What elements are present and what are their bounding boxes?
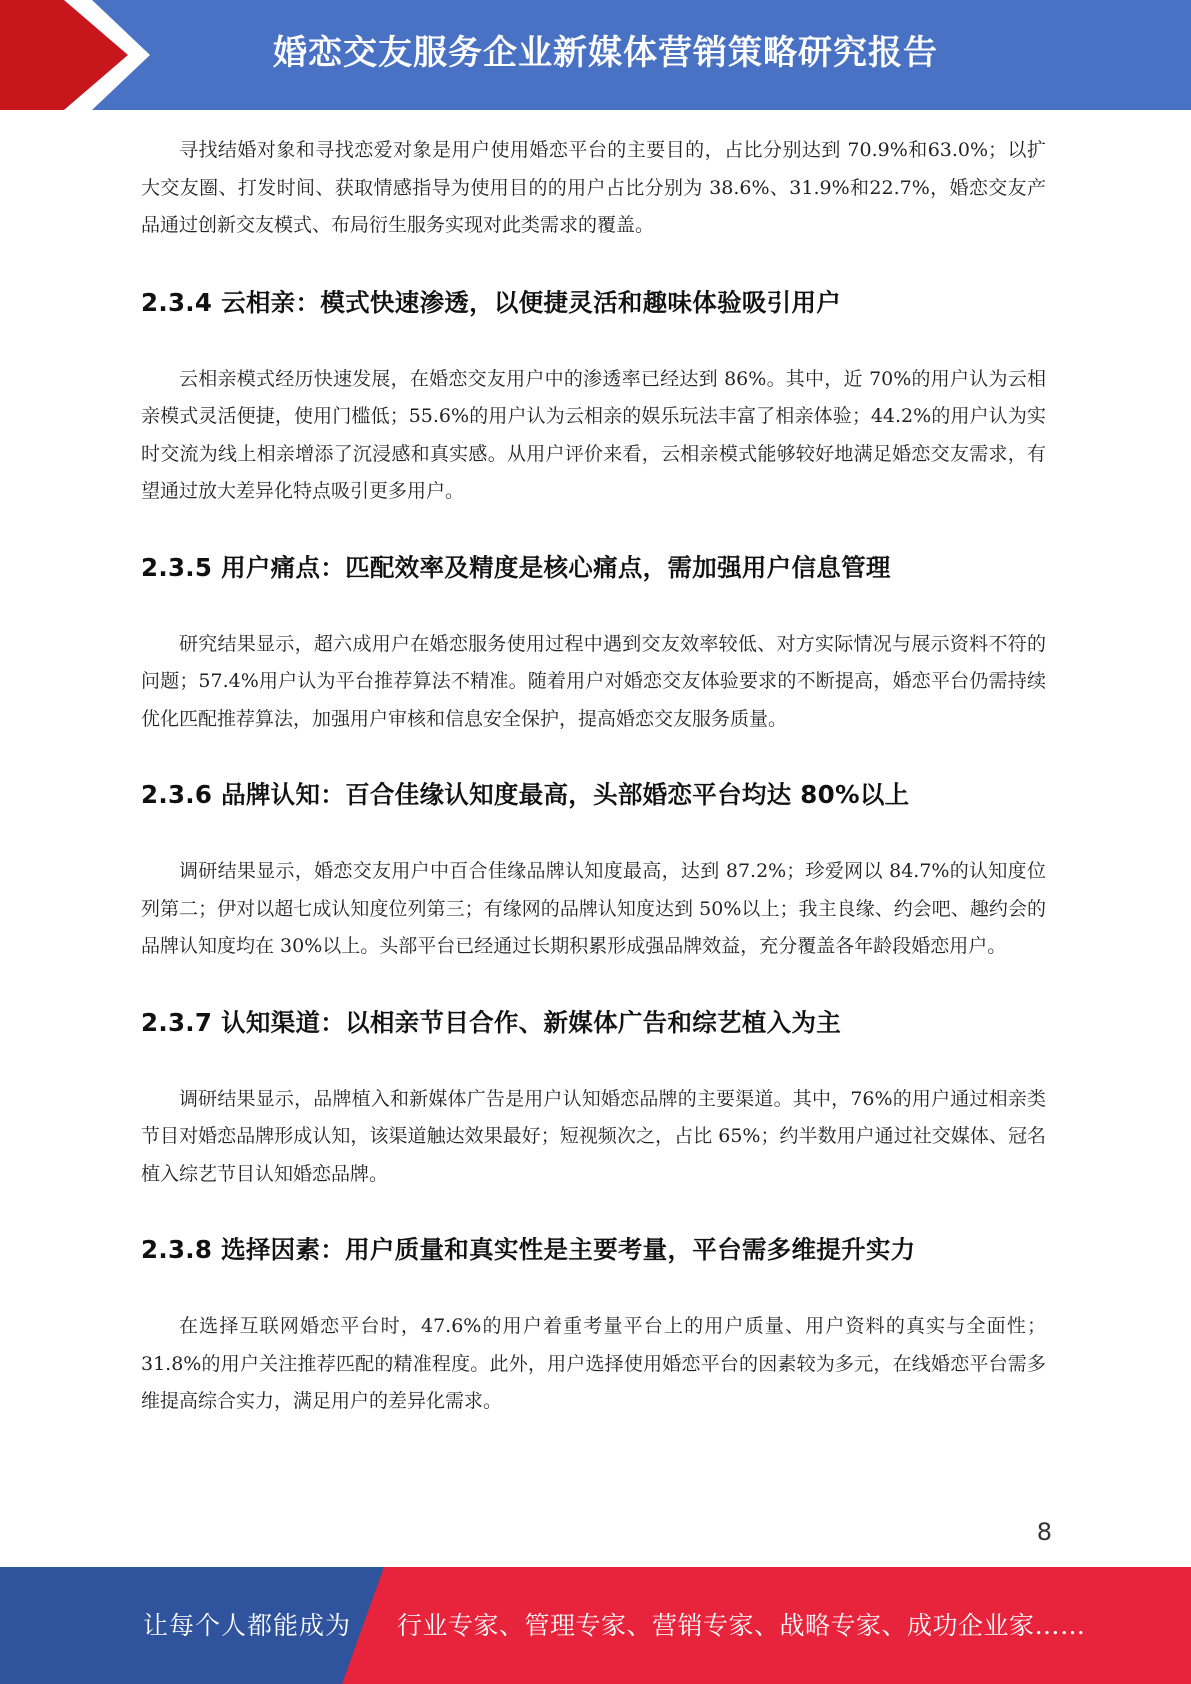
section-heading-2-3-7: 2.3.7 认知渠道：以相亲节目合作、新媒体广告和综艺植入为主 — [141, 1007, 842, 1037]
section-heading-2-3-6: 2.3.6 品牌认知：百合佳缘认知度最高，头部婚恋平台均达 80%以上 — [141, 780, 910, 809]
document-title: 婚恋交友服务企业新媒体营销策略研究报告 — [273, 33, 938, 73]
intro-paragraph: 寻找结婚对象和寻找恋爱对象是用户使用婚恋平台的主要目的，占比分别达到 70.9%和63.0%；以扩大交友圈、打发时间、获取情感指导为使用目的的用户占比分别为 38.6%、31.9%和22.7%，婚恋交友产品通过创新交友模式、布局衍生服务实现对此类需求的覆盖。 — [141, 139, 1046, 236]
section-paragraph-2-3-4: 云相亲模式经历快速发展，在婚恋交友用户中的渗透率已经达到 86%。其中，近 70%的用户认为云相亲模式灵活便捷，使用门槛低；55.6%的用户认为云相亲的娱乐玩法丰富了相亲体验；44.2%的用户认为实时交流为线上相亲增添了沉浸感和真实感。从用户评价来看，云相亲模式能够较好地满足婚恋交友需求，有望通过放大差异化特点吸引更多用户。 — [141, 367, 1046, 502]
section-paragraph-2-3-7: 调研结果显示，品牌植入和新媒体广告是用户认知婚恋品牌的主要渠道。其中，76%的用户通过相亲类节目对婚恋品牌形成认知，该渠道触达效果最好；短视频次之，占比 65%；约半数用户通过社交媒体、冠名植入综艺节目认知婚恋品牌。 — [141, 1087, 1046, 1185]
header-banner — [0, 0, 1191, 110]
footer-slogan-right: 行业专家、管理专家、营销专家、战略专家、成功企业家…… — [397, 1611, 1086, 1640]
page-number: 8 — [1036, 1518, 1052, 1546]
section-heading-2-3-8: 2.3.8 选择因素：用户质量和真实性是主要考量，平台需多维提升实力 — [141, 1235, 916, 1264]
section-paragraph-2-3-6: 调研结果显示，婚恋交友用户中百合佳缘品牌认知度最高，达到 87.2%；珍爱网以 84.7%的认知度位列第二；伊对以超七成认知度位列第三；有缘网的品牌认知度达到 50%以上；我主良缘、约会吧、趣约会的品牌认知度均在 30%以上。头部平台已经通过长期积累形成强品牌效益，充分覆盖各年龄段婚恋用户。 — [141, 860, 1046, 957]
content-body — [141, 132, 1046, 1421]
section-heading-2-3-5: 2.3.5 用户痛点：匹配效率及精度是核心痛点，需加强用户信息管理 — [141, 552, 891, 582]
section-heading-2-3-4: 2.3.4 云相亲：模式快速渗透，以便捷灵活和趣味体验吸引用户 — [141, 287, 842, 317]
footer-banner — [0, 1567, 1191, 1684]
section-paragraph-2-3-8: 在选择互联网婚恋平台时，47.6%的用户着重考量平台上的用户质量、用户资料的真实与全面性；31.8%的用户关注推荐匹配的精准程度。此外，用户选择使用婚恋平台的因素较为多元，在线婚恋平台需多维提高综合实力，满足用户的差异化需求。 — [141, 1315, 1046, 1412]
section-paragraph-2-3-5: 研究结果显示，超六成用户在婚恋服务使用过程中遇到交友效率较低、对方实际情况与展示资料不符的问题；57.4%用户认为平台推荐算法不精准。随着用户对婚恋交友体验要求的不断提高，婚恋平台仍需持续优化匹配推荐算法，加强用户审核和信息安全保护，提高婚恋交友服务质量。 — [141, 632, 1046, 730]
footer-slogan-left: 让每个人都能成为 — [143, 1611, 352, 1640]
